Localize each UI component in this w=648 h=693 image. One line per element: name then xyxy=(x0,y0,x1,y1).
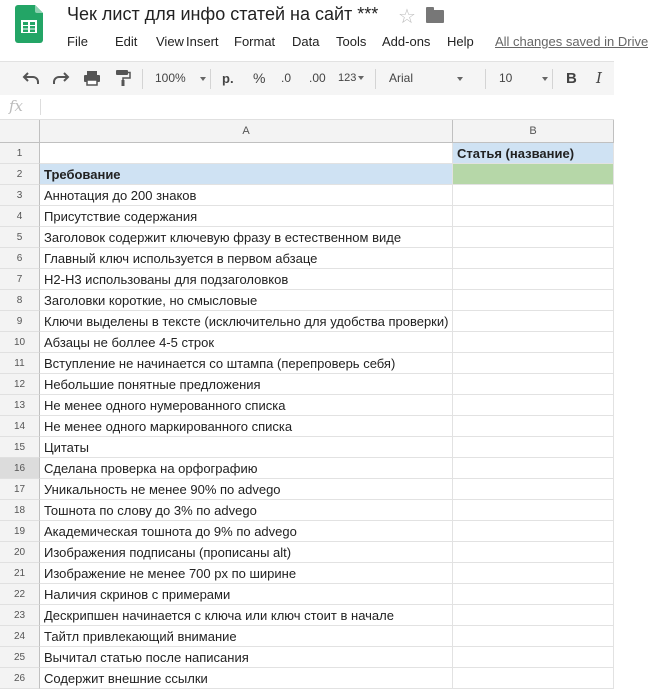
font-size-value: 10 xyxy=(499,71,513,85)
row-header[interactable]: 16 xyxy=(0,458,40,479)
table-row xyxy=(0,248,614,269)
table-row xyxy=(0,521,614,542)
cell-a[interactable]: Тошнота по слову до 3% по advego xyxy=(40,500,453,521)
cell-b[interactable] xyxy=(453,668,614,689)
cell-b[interactable] xyxy=(453,353,614,374)
formula-input[interactable] xyxy=(48,95,608,119)
toolbar-separator xyxy=(375,69,376,89)
font-family-select[interactable] xyxy=(389,62,463,95)
cell-b[interactable] xyxy=(453,563,614,584)
cell-b[interactable] xyxy=(453,500,614,521)
row-header[interactable]: 14 xyxy=(0,416,40,437)
increase-decimal-button[interactable]: .00 xyxy=(309,71,326,85)
table-row xyxy=(0,584,614,605)
row-header[interactable]: 19 xyxy=(0,521,40,542)
table-row xyxy=(0,458,614,479)
table-row xyxy=(0,542,614,563)
row-header[interactable]: 21 xyxy=(0,563,40,584)
table-row xyxy=(0,143,614,164)
table-row xyxy=(0,374,614,395)
row-header[interactable]: 22 xyxy=(0,584,40,605)
currency-format-button[interactable]: р. xyxy=(222,71,234,86)
cell-a[interactable]: Уникальность не менее 90% по advego xyxy=(40,479,453,500)
chevron-down-icon xyxy=(457,77,463,81)
row-header[interactable]: 23 xyxy=(0,605,40,626)
cell-a[interactable]: H2-H3 использованы для подзаголовков xyxy=(40,269,453,290)
cell-a[interactable]: Дескрипшен начинается с ключа или ключ стоит в начале xyxy=(40,605,453,626)
cell-a[interactable]: Изображение не менее 700 px по ширине xyxy=(40,563,453,584)
row-header[interactable]: 15 xyxy=(0,437,40,458)
italic-button[interactable]: I xyxy=(596,69,602,87)
undo-icon[interactable] xyxy=(22,71,40,85)
decrease-decimal-button[interactable]: .0 xyxy=(281,71,292,85)
table-row xyxy=(0,353,614,374)
table-row xyxy=(0,479,614,500)
column-header-a[interactable]: A xyxy=(40,120,453,143)
font-family-value: Arial xyxy=(389,71,414,85)
table-row xyxy=(0,647,614,668)
cell-a[interactable]: Заголовок содержит ключевую фразу в естественном виде xyxy=(40,227,453,248)
cell-a[interactable]: Тайтл привлекающий внимание xyxy=(40,626,453,647)
chevron-down-icon xyxy=(542,77,548,81)
cell-b[interactable] xyxy=(453,521,614,542)
cell-b[interactable] xyxy=(453,164,614,185)
table-row xyxy=(0,290,614,311)
cell-b[interactable] xyxy=(453,626,614,647)
table-row xyxy=(0,668,614,689)
row-header[interactable]: 17 xyxy=(0,479,40,500)
document-title[interactable]: Чек лист для инфо статей на сайт *** xyxy=(67,4,379,24)
cell-b[interactable] xyxy=(453,458,614,479)
table-row xyxy=(0,395,614,416)
menu-insert[interactable]: Insert xyxy=(186,34,219,49)
cell-a[interactable]: Небольшие понятные предложения xyxy=(40,374,453,395)
cell-b[interactable] xyxy=(453,311,614,332)
table-row xyxy=(0,185,614,206)
table-row xyxy=(0,311,614,332)
menu-edit[interactable]: Edit xyxy=(115,34,138,49)
cell-a[interactable]: Академическая тошнота до 9% по advego xyxy=(40,521,453,542)
cell-a[interactable]: Сделана проверка на орфографию xyxy=(40,458,453,479)
menu-data[interactable]: Data xyxy=(292,34,320,49)
paint-format-icon[interactable] xyxy=(115,69,131,87)
more-formats-label: 123 xyxy=(338,72,357,84)
table-row xyxy=(0,206,614,227)
menu-view[interactable]: View xyxy=(156,34,184,49)
table-row xyxy=(0,563,614,584)
cell-a[interactable]: Наличия скринов с примерами xyxy=(40,584,453,605)
zoom-select[interactable] xyxy=(155,62,206,95)
print-icon[interactable] xyxy=(83,70,101,86)
app-header xyxy=(0,0,648,61)
bold-button[interactable]: B xyxy=(566,70,577,87)
folder-icon[interactable] xyxy=(426,10,444,23)
row-header[interactable]: 4 xyxy=(0,206,40,227)
toolbar xyxy=(0,61,614,96)
table-row xyxy=(0,437,614,458)
row-header[interactable]: 5 xyxy=(0,227,40,248)
formula-separator xyxy=(40,99,41,115)
cell-b[interactable] xyxy=(453,290,614,311)
toolbar-separator xyxy=(485,69,486,89)
cell-a[interactable]: Абзацы не боллее 4-5 строк xyxy=(40,332,453,353)
row-header[interactable]: 6 xyxy=(0,248,40,269)
row-header[interactable]: 12 xyxy=(0,374,40,395)
cell-b[interactable] xyxy=(453,647,614,668)
cell-b[interactable] xyxy=(453,437,614,458)
redo-icon[interactable] xyxy=(52,71,70,85)
table-row xyxy=(0,164,614,185)
cell-b[interactable] xyxy=(453,269,614,290)
formula-bar xyxy=(0,95,614,120)
cell-b[interactable] xyxy=(453,542,614,563)
table-row xyxy=(0,416,614,437)
zoom-value: 100% xyxy=(155,71,186,85)
row-header[interactable]: 10 xyxy=(0,332,40,353)
menu-file[interactable]: File xyxy=(67,34,88,49)
table-row xyxy=(0,227,614,248)
row-header[interactable]: 8 xyxy=(0,290,40,311)
row-header[interactable]: 25 xyxy=(0,647,40,668)
row-header[interactable]: 20 xyxy=(0,542,40,563)
select-all-corner[interactable] xyxy=(0,120,40,143)
cell-a[interactable]: Не менее одного маркированного списка xyxy=(40,416,453,437)
cell-b[interactable] xyxy=(453,227,614,248)
more-formats-button[interactable] xyxy=(338,62,364,95)
toolbar-separator xyxy=(210,69,211,89)
cell-b[interactable] xyxy=(453,479,614,500)
row-header[interactable]: 18 xyxy=(0,500,40,521)
table-row xyxy=(0,269,614,290)
cell-a[interactable]: Цитаты xyxy=(40,437,453,458)
cell-a[interactable]: Не менее одного нумерованного списка xyxy=(40,395,453,416)
cell-b[interactable] xyxy=(453,206,614,227)
cell-a[interactable]: Требование xyxy=(40,164,453,185)
cell-a[interactable]: Изображения подписаны (прописаны alt) xyxy=(40,542,453,563)
row-header[interactable]: 13 xyxy=(0,395,40,416)
percent-format-button[interactable]: % xyxy=(253,70,266,86)
cell-b[interactable] xyxy=(453,395,614,416)
row-header[interactable]: 1 xyxy=(0,143,40,164)
column-header-b[interactable]: B xyxy=(453,120,614,143)
cell-b[interactable] xyxy=(453,416,614,437)
save-status-link[interactable]: All changes saved in Drive xyxy=(495,34,648,49)
fx-label: fx xyxy=(9,97,24,115)
cell-b[interactable] xyxy=(453,605,614,626)
chevron-down-icon xyxy=(200,77,206,81)
cell-b[interactable]: Статья (название) xyxy=(453,143,614,164)
toolbar-separator xyxy=(552,69,553,89)
font-size-select[interactable] xyxy=(499,62,548,95)
spreadsheet-grid xyxy=(0,120,614,693)
sheets-logo-icon[interactable] xyxy=(15,5,43,43)
menu-help[interactable]: Help xyxy=(447,34,474,49)
table-row xyxy=(0,332,614,353)
rows-container xyxy=(0,143,614,689)
menu-tools[interactable]: Tools xyxy=(336,34,367,49)
cell-a[interactable]: Вычитал статью после написания xyxy=(40,647,453,668)
table-row xyxy=(0,500,614,521)
cell-a[interactable]: Аннотация до 200 знаков xyxy=(40,185,453,206)
row-header[interactable]: 9 xyxy=(0,311,40,332)
row-header[interactable]: 3 xyxy=(0,185,40,206)
cell-a[interactable]: Вступление не начинается со штампа (перепроверь себя) xyxy=(40,353,453,374)
cell-a[interactable]: Главный ключ используется в первом абзаце xyxy=(40,248,453,269)
menu-addons[interactable]: Add-ons xyxy=(382,34,431,49)
chevron-down-icon xyxy=(358,76,364,80)
row-header[interactable]: 2 xyxy=(0,164,40,185)
star-icon[interactable]: ☆ xyxy=(398,6,416,28)
row-header[interactable]: 26 xyxy=(0,668,40,689)
cell-b[interactable] xyxy=(453,374,614,395)
cell-a[interactable]: Присутствие содержания xyxy=(40,206,453,227)
row-header[interactable]: 7 xyxy=(0,269,40,290)
menu-format[interactable]: Format xyxy=(234,34,276,49)
cell-a[interactable] xyxy=(40,143,453,164)
cell-a[interactable]: Содержит внешние ссылки xyxy=(40,668,453,689)
cell-b[interactable] xyxy=(453,332,614,353)
cell-b[interactable] xyxy=(453,584,614,605)
table-row xyxy=(0,626,614,647)
cell-b[interactable] xyxy=(453,185,614,206)
cell-a[interactable]: Ключи выделены в тексте (исключительно для удобства проверки) xyxy=(40,311,453,332)
toolbar-separator xyxy=(142,69,143,89)
cell-a[interactable]: Заголовки короткие, но смысловые xyxy=(40,290,453,311)
row-header[interactable]: 24 xyxy=(0,626,40,647)
table-row xyxy=(0,605,614,626)
row-header[interactable]: 11 xyxy=(0,353,40,374)
cell-b[interactable] xyxy=(453,248,614,269)
